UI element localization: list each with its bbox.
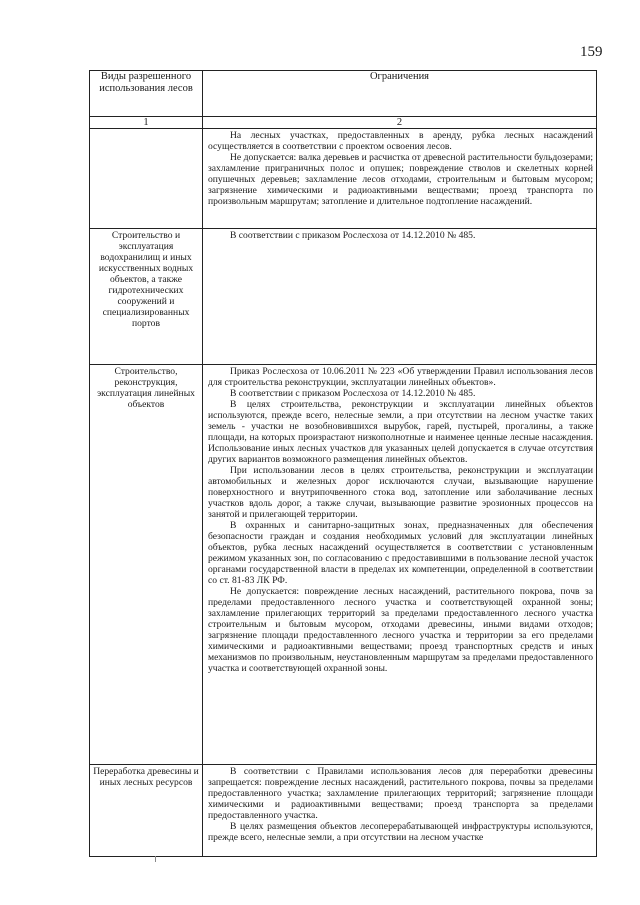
restriction-paragraph: В целях строительства, реконструкции и эксплуатации линейных объектов используются, прежде всего, нелесные земли, а при отсутствии на лесном участке таких земель - участки не возобновившихся вырубок, гарей, пустырей, прогалины, а также площади, на которых произрастают низкополнотные и наименее ценные лесные насаждения. Использование иных лесных участков для указанных целей допускается в случае отсутствия других вариантов возможного размещения линейных объектов.: [208, 399, 593, 465]
restriction-paragraph: В целях размещения объектов лесоперерабатывающей инфраструктуры используются, прежде всего, нелесные земли, а при отсутствии на лесном участке: [208, 821, 593, 843]
header-restrictions: Ограничения: [203, 71, 597, 117]
page-number: 159: [580, 44, 603, 60]
scan-artifact: [155, 856, 156, 862]
restriction-paragraph: В соответствии с приказом Рослесхоза от 14.12.2010 № 485.: [230, 388, 476, 399]
restriction-paragraph: Приказ Рослесхоза от 10.06.2011 № 223 «Об утверждении Правил использования лесов для строительства реконструкции, эксплуатации линейных объектов».: [208, 366, 593, 388]
table-row: [90, 365, 597, 765]
restrictions-table: [89, 70, 597, 857]
restriction-paragraph: Не допускается: валка деревьев и расчистка от древесной растительности бульдозерами; захламление приграничных полос и опушек; повреждение стволов и скелетных корней опушечных деревьев; захламление лесов отходами, строительным и бытовым мусором; загрязнение химическими и радиоактивными веществами; проезд транспорта по произвольным маршрутам; затопление и длительное подтопление насаждений.: [208, 152, 593, 207]
restriction-paragraph: В охранных и санитарно-защитных зонах, предназначенных для обеспечения безопасности граждан и создания необходимых условий для эксплуатации линейных объектов, рубка лесных насаждений осуществляется в соответствии с установленным режимом указанных зон, по согласованию с предоставившими в пользование лесной участок органами государственной власти в пределах их компетенции, определенной в соответствии со ст. 81-83 ЛК РФ.: [208, 520, 593, 586]
restriction-paragraph: В соответствии с Правилами использования лесов для переработки древесины запрещается: повреждение лесных насаждений, растительного покрова, почвы за пределами предоставленного участка; захламление прилегающих территорий; загрязнение площади химическими и радиоактивными веществами; проезд транспорта за пределами предоставленного участка.: [208, 766, 593, 821]
table-header-row: [90, 71, 597, 117]
header-activity-type: Виды разрешенного использования лесов: [90, 71, 203, 117]
activity-cell: Переработка древесины и иных лесных ресурсов: [90, 765, 203, 857]
restriction-cell: [203, 229, 597, 365]
table-row: [90, 229, 597, 365]
activity-cell: Строительство, реконструкция, эксплуатация линейных объектов: [90, 365, 203, 765]
restriction-paragraph: При использовании лесов в целях строительства, реконструкции и эксплуатации автомобильных и железных дорог исключаются случаи, вызывающие нарушение поверхностного и внутрипочвенного стока вод, затопление или заболачивание лесных участков вдоль дорог, а также случаи, вызывающие развитие эрозионных процессов на занятой и прилегающей территории.: [208, 465, 593, 520]
restriction-paragraph: На лесных участках, предоставленных в аренду, рубка лесных насаждений осуществляется в соответствии с проектом освоения лесов.: [208, 130, 593, 152]
restriction-cell: [203, 129, 597, 229]
restriction-cell: [203, 365, 597, 765]
activity-cell: [90, 129, 203, 229]
restriction-paragraph: В соответствии с приказом Рослесхоза от 14.12.2010 № 485.: [230, 230, 476, 241]
table-row: [90, 129, 597, 229]
column-number-2: 2: [203, 117, 597, 129]
activity-cell: Строительство и эксплуатация водохранилищ и иных искусственных водных объектов, а также гидротехнических сооружений и специализированных портов: [90, 229, 203, 365]
table-row: [90, 765, 597, 857]
restriction-paragraph: Не допускается: повреждение лесных насаждений, растительного покрова, почв за пределами предоставленного лесного участка и соответствующей охранной зоны; захламление прилегающих территорий за пределами предоставленного лесного участка строительным и бытовым мусором, отходами древесины, иными видами отходов; загрязнение площади предоставленного лесного участка и территории за его пределами химическими и радиоактивными веществами; проезд транспортных средств и иных механизмов по произвольным, неустановленным маршрутам за пределами предоставленного участка и соответствующей охранной зоны.: [208, 586, 593, 674]
column-number-row: [90, 117, 597, 129]
restriction-cell: [203, 765, 597, 857]
column-number-1: 1: [90, 117, 203, 129]
